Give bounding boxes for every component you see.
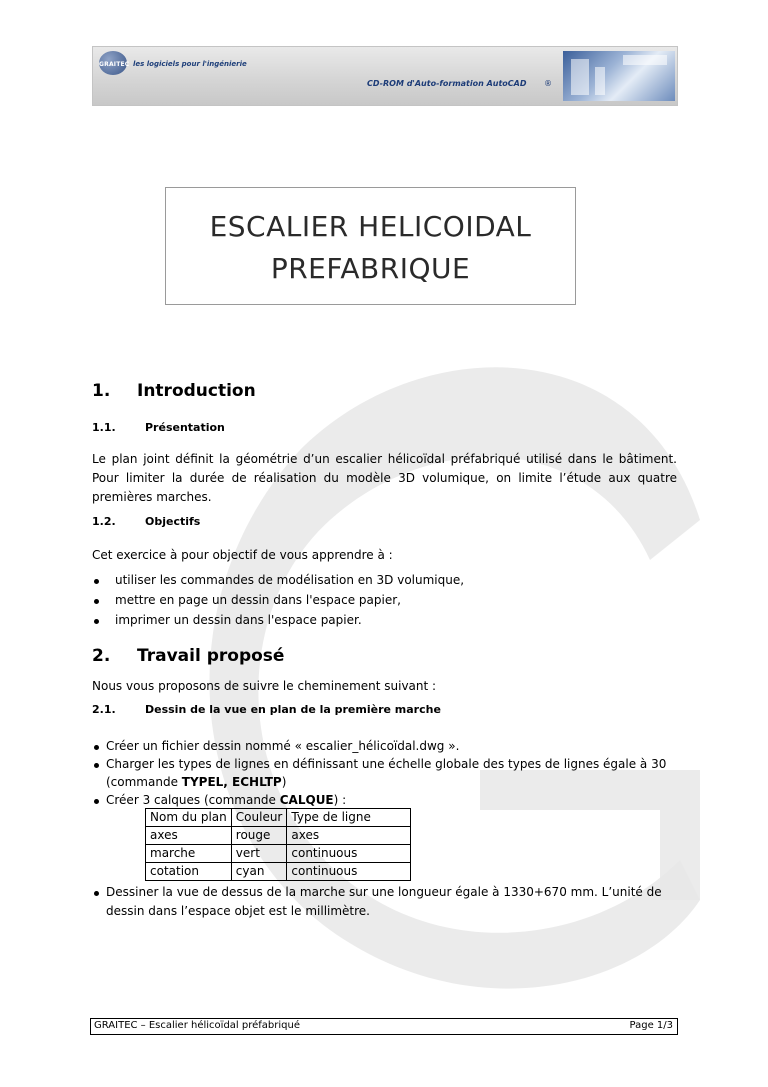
layers-prefix: Créer 3 calques (commande bbox=[106, 793, 280, 807]
presentation-line-1: Le plan joint définit la géométrie d’un escalier hélicoïdal préfabriqué utilisé dans le bâtiment. bbox=[92, 452, 677, 466]
section-2-number: 2. bbox=[92, 646, 111, 666]
layers-table bbox=[145, 808, 411, 881]
banner-building-image bbox=[563, 51, 675, 101]
table-row bbox=[146, 845, 411, 863]
command-prefix: (commande bbox=[106, 775, 182, 789]
layers-suffix: ) : bbox=[333, 793, 347, 807]
header-product: CD-ROM d'Auto-formation AutoCAD bbox=[367, 79, 527, 88]
step-draw-top-view: Dessiner la vue de dessus de la marche sur une longueur égale à 1330+670 mm. L’unité de bbox=[106, 885, 662, 899]
title-line-2: PREFABRIQUE bbox=[270, 252, 471, 285]
section-1-title: Introduction bbox=[137, 381, 256, 401]
table-row bbox=[146, 827, 411, 845]
objective-item: utiliser les commandes de modélisation en 3D volumique, bbox=[115, 573, 465, 587]
table-cell: vert bbox=[231, 845, 287, 863]
section-2-title: Travail proposé bbox=[137, 646, 285, 666]
section-1-1-title: Présentation bbox=[145, 421, 225, 434]
bullet-icon bbox=[94, 763, 99, 768]
section-2-1-number: 2.1. bbox=[92, 703, 116, 716]
table-cell: rouge bbox=[231, 827, 287, 845]
presentation-line-2: Pour limiter la durée de réalisation du modèle 3D volumique, on limite l’étude aux quatre bbox=[92, 471, 677, 485]
bullet-icon bbox=[94, 619, 99, 624]
table-cell: axes bbox=[287, 827, 411, 845]
step-draw-top-view-cont: dessin dans l’espace objet est le millimètre. bbox=[106, 904, 370, 918]
section-1-2-number: 1.2. bbox=[92, 515, 116, 528]
header-tagline: les logiciels pour l'ingénierie bbox=[133, 60, 247, 68]
section-2-1-title: Dessin de la vue en plan de la première marche bbox=[145, 703, 441, 716]
table-header-cell: Couleur bbox=[231, 809, 287, 827]
bullet-icon bbox=[94, 891, 99, 896]
command-suffix: ) bbox=[281, 775, 287, 789]
bullet-icon bbox=[94, 599, 99, 604]
step-load-linetypes: Charger les types de lignes en définissant une échelle globale des types de lignes égale à 30 bbox=[106, 757, 667, 771]
title-box bbox=[165, 187, 576, 305]
table-cell: cyan bbox=[231, 863, 287, 881]
section-1-number: 1. bbox=[92, 381, 111, 401]
footer-title: GRAITEC – Escalier hélicoïdal préfabriqué bbox=[94, 1020, 300, 1031]
table-cell: cotation bbox=[146, 863, 232, 881]
section-1-2-title: Objectifs bbox=[145, 515, 201, 528]
table-cell: continuous bbox=[287, 845, 411, 863]
table-header-cell: Nom du plan bbox=[146, 809, 232, 827]
table-cell: axes bbox=[146, 827, 232, 845]
work-intro: Nous vous proposons de suivre le cheminement suivant : bbox=[92, 679, 437, 693]
objective-item: imprimer un dessin dans l'espace papier. bbox=[115, 613, 362, 627]
objectives-intro: Cet exercice à pour objectif de vous apprendre à : bbox=[92, 548, 393, 562]
table-cell: marche bbox=[146, 845, 232, 863]
table-cell: continuous bbox=[287, 863, 411, 881]
table-row bbox=[146, 863, 411, 881]
bullet-icon bbox=[94, 799, 99, 804]
presentation-line-3: premières marches. bbox=[92, 490, 212, 504]
layers-command: CALQUE bbox=[279, 793, 334, 807]
registered-mark: ® bbox=[544, 79, 552, 88]
step-load-linetypes-command bbox=[106, 773, 286, 792]
header-banner bbox=[92, 46, 678, 106]
table-header-row bbox=[146, 809, 411, 827]
table-header-cell: Type de ligne bbox=[287, 809, 411, 827]
page-number: Page 1/3 bbox=[629, 1020, 673, 1031]
bullet-icon bbox=[94, 579, 99, 584]
header-brand: GRAITEC bbox=[99, 61, 130, 68]
bullet-icon bbox=[94, 745, 99, 750]
page-footer bbox=[90, 1018, 678, 1035]
title-line-1: ESCALIER HELICOIDAL bbox=[209, 210, 532, 243]
command-name: TYPEL, ECHLTP bbox=[181, 775, 282, 789]
step-create-file: Créer un fichier dessin nommé « escalier_hélicoïdal.dwg ». bbox=[106, 739, 460, 753]
section-1-1-number: 1.1. bbox=[92, 421, 116, 434]
objective-item: mettre en page un dessin dans l'espace papier, bbox=[115, 593, 401, 607]
